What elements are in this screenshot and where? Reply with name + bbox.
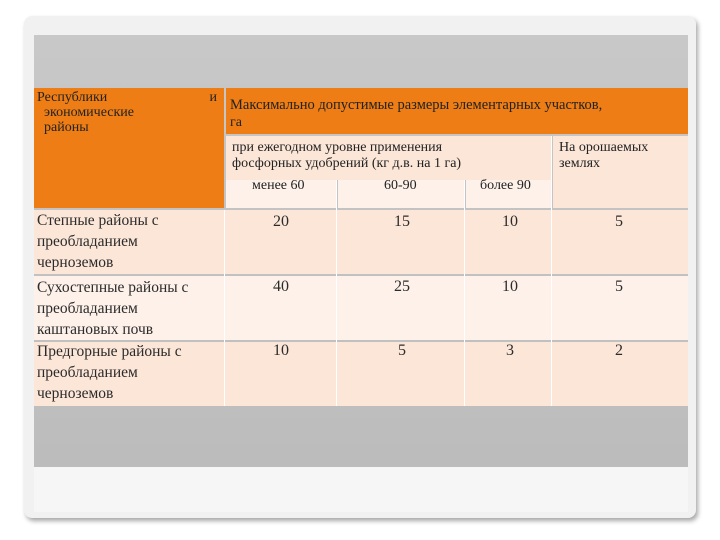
column-divider bbox=[224, 210, 225, 406]
row-label bbox=[37, 277, 188, 340]
row-label-line: преобладанием bbox=[37, 364, 138, 381]
row-label-line: черноземов bbox=[37, 385, 114, 402]
row-label-line: Предгорные районы с bbox=[37, 343, 182, 360]
header-max-size-cell bbox=[226, 88, 688, 134]
header-irrigated-line2: землях bbox=[559, 156, 601, 171]
cell-value: 10 bbox=[502, 213, 518, 230]
data-table bbox=[34, 88, 688, 406]
column-divider bbox=[336, 180, 337, 406]
row-label-line: черноземов bbox=[37, 254, 114, 271]
header-annual-level-cell bbox=[226, 136, 551, 180]
header-max-size-line1: Максимально допустимые размеры элементарных участков, bbox=[230, 97, 603, 113]
cell-value: 40 bbox=[273, 278, 289, 295]
header-annual-level-line2: фосфорных удобрений (кг д.в. на 1 га) bbox=[232, 156, 462, 171]
column-divider bbox=[464, 180, 465, 406]
cell-value: 20 bbox=[273, 213, 289, 230]
cell-value: 10 bbox=[502, 278, 518, 295]
cell-value: 5 bbox=[615, 278, 623, 295]
header-regions-cell bbox=[34, 88, 224, 208]
bottom-panel bbox=[34, 467, 688, 512]
header-irrigated-line1: На орошаемых bbox=[559, 140, 649, 155]
header-annual-level-line1: при ежегодном уровне применения bbox=[232, 140, 443, 155]
header-sub-less60: менее 60 bbox=[252, 178, 305, 193]
header-max-size-line2: га bbox=[230, 115, 242, 130]
row-label-line: преобладанием bbox=[37, 233, 138, 250]
cell-value: 25 bbox=[394, 278, 410, 295]
header-regions-line2: экономические bbox=[44, 105, 135, 120]
row-label bbox=[37, 210, 159, 273]
cell-value: 5 bbox=[398, 342, 406, 359]
row-label-line: преобладанием bbox=[37, 300, 138, 317]
row-label-line: Степные районы с bbox=[37, 212, 159, 229]
row-label-line: Сухостепные районы с bbox=[37, 279, 189, 296]
header-sub-more90-cell bbox=[466, 180, 551, 208]
cell-value: 10 bbox=[273, 342, 289, 359]
cell-value: 3 bbox=[506, 342, 514, 359]
header-sub-more90: более 90 bbox=[480, 178, 531, 193]
row-label-line: каштановых почв bbox=[37, 321, 154, 338]
column-divider bbox=[551, 136, 552, 406]
header-sub-less60-cell bbox=[226, 180, 336, 208]
header-regions-and: и bbox=[209, 90, 217, 105]
header-regions-line1: Республики bbox=[37, 90, 108, 105]
header-regions-line3: районы bbox=[44, 120, 89, 135]
cell-value: 5 bbox=[615, 213, 623, 230]
cell-value: 2 bbox=[615, 342, 623, 359]
header-irrigated-cell bbox=[553, 136, 688, 208]
header-sub-60-90: 60-90 bbox=[384, 178, 417, 193]
cell-value: 15 bbox=[394, 213, 410, 230]
header-sub-60-90-cell bbox=[338, 180, 464, 208]
row-label bbox=[37, 341, 182, 404]
